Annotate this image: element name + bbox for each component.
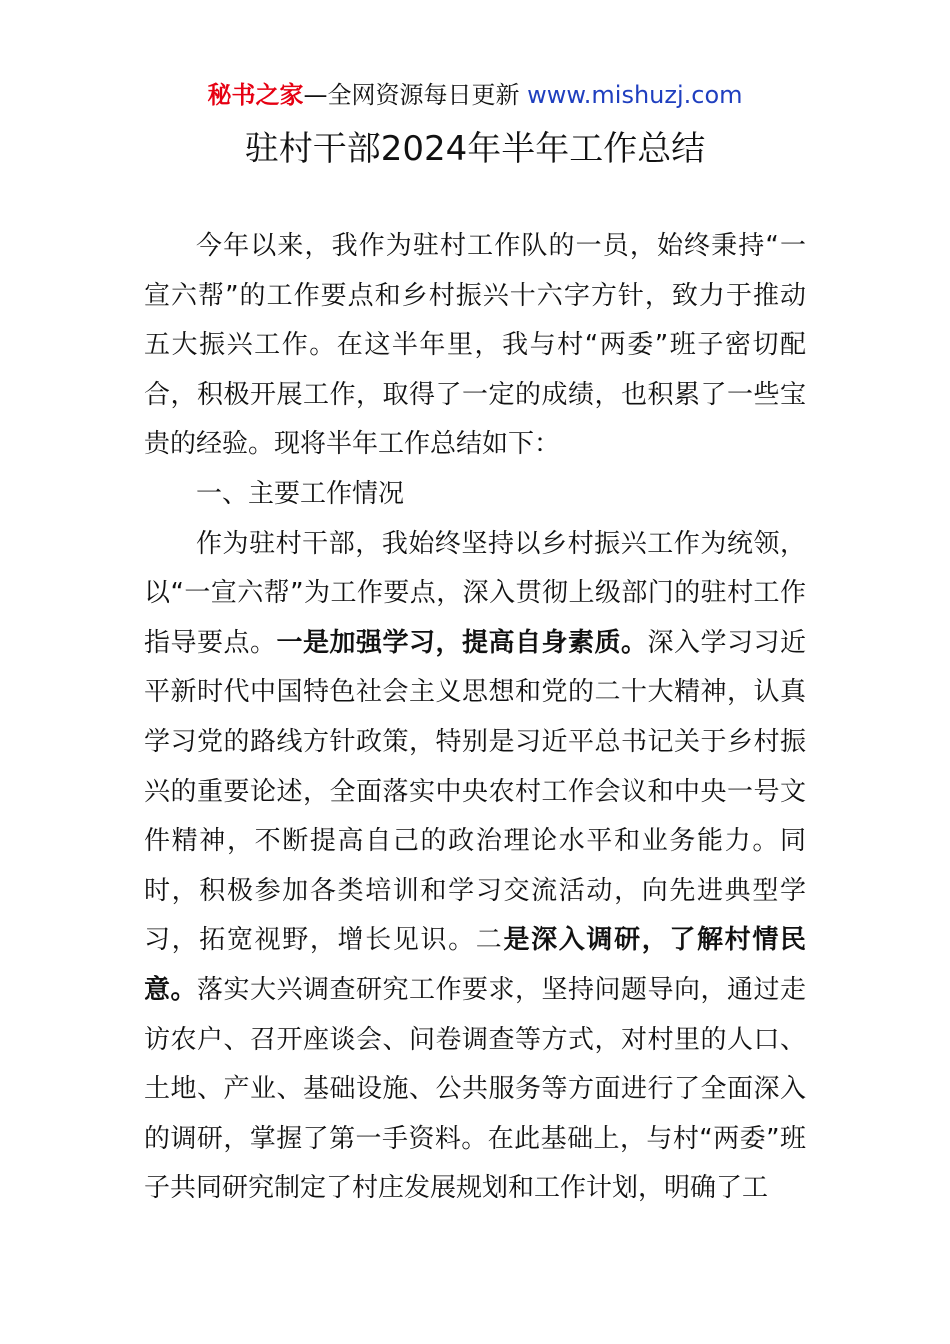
bold-point-two: 是深入调研，了解村情民意。 [144, 925, 806, 1005]
intro-paragraph: 今年以来，我作为驻村工作队的一员，始终秉持“一宣六帮”的工作要点和乡村振兴十六字方针，致力于推动五大振兴工作。在这半年里，我与村“两委”班子密切配合，积极开展工作，取得了一定的成绩，也积累了一些宝贵的经验。现将半年工作总结如下： [144, 231, 806, 460]
document-body [144, 222, 806, 1214]
paragraph-text: 落实大兴调查研究工作要求，坚持问题导向，通过走访农户、召开座谈会、问卷调查等方式，对村里的人口、土地、产业、基础设施、公共服务等方面进行了全面深入的调研，掌握了第一手资料。在此基础上，与村“两委”班子共同研究制定了村庄发展规划和工作计划，明确了工 [144, 974, 806, 1204]
paragraph-text: 深入学习习近平新时代中国特色社会主义思想和党的二十大精神，认真学习党的路线方针政策，特别是习近平总书记关于乡村振兴的重要论述，全面落实中央农村工作会议和中央一号文件精神，不断提高自己的政治理论水平和业务能力。同时，积极参加各类培训和学习交流活动，向先进典型学习，拓宽视野，增长见识。二 [144, 627, 806, 956]
paragraph-text: 作为驻村干部，我始终坚持以乡村振兴工作为统领，以“一宣六帮”为工作要点，深入贯彻上级部门的驻村工作指导要点。 [144, 528, 806, 658]
section-heading: 一、主要工作情况 [196, 478, 405, 509]
site-url-link[interactable]: www.mishuzj.com [527, 81, 743, 109]
document-title: 驻村干部2024年半年工作总结 [244, 129, 706, 169]
banner-slogan: —全网资源每日更新 [303, 81, 528, 109]
work-paragraph [144, 520, 806, 1214]
site-banner [0, 78, 950, 112]
bold-point-one: 一是加强学习，提高自身素质。 [276, 627, 648, 658]
brand-name: 秘书之家 [207, 81, 304, 109]
